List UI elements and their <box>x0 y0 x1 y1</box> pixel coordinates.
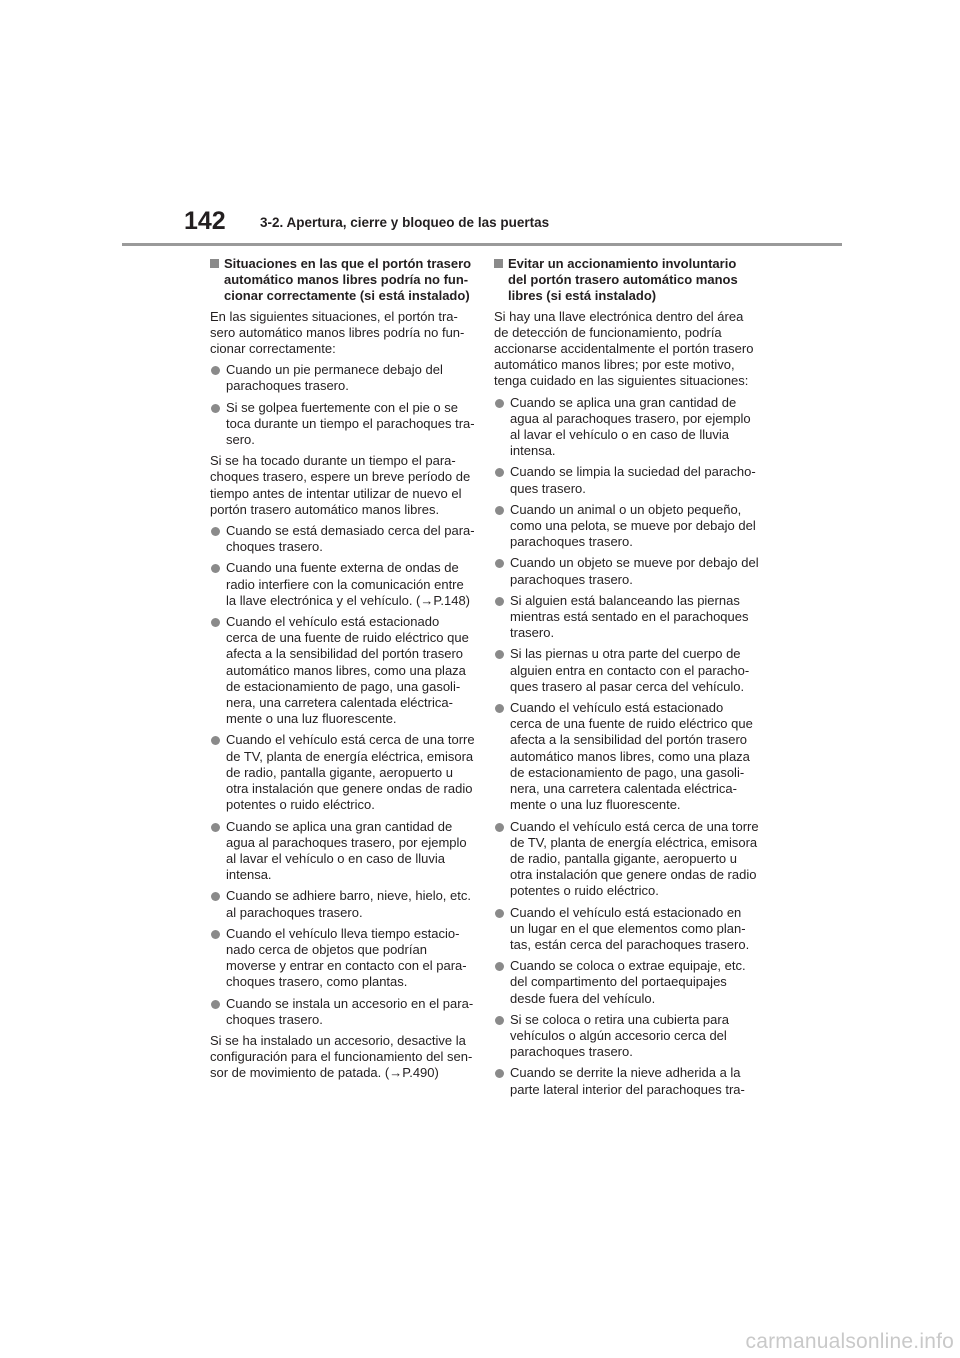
bullet-text-line: Cuando el vehículo está estacionado <box>226 614 440 630</box>
bullet-text-line: agua al parachoques trasero, por ejemplo <box>226 834 467 850</box>
bullet-text-line: otra instalación que genere ondas de radio <box>510 867 757 883</box>
heading-line: del portón trasero automático manos <box>508 272 738 288</box>
bullet-item <box>210 523 476 555</box>
bullet-text-line: Si alguien está balanceando las piernas <box>510 592 740 608</box>
page-number: 142 <box>184 207 226 235</box>
bullet-text-line: mente o una luz fluorescente. <box>226 711 397 727</box>
bullet-text-line: al parachoques trasero. <box>226 904 363 920</box>
round-bullet-icon <box>495 962 504 971</box>
round-bullet-icon <box>211 736 220 745</box>
text-line: Si se ha tocado durante un tiempo el para- <box>210 453 456 469</box>
bullet-text-line: moverse y entrar en contacto con el para- <box>226 958 467 974</box>
bullet-text-line: afecta a la sensibilidad del portón trasero <box>226 646 464 662</box>
round-bullet-icon <box>495 650 504 659</box>
bullet-text-line: Si las piernas u otra parte del cuerpo de <box>510 646 741 662</box>
intro-paragraph <box>494 309 760 390</box>
round-bullet-icon <box>495 468 504 477</box>
bullet-item <box>494 1012 760 1061</box>
round-bullet-icon <box>495 399 504 408</box>
round-bullet-icon <box>211 892 220 901</box>
bullet-text-line: Cuando el vehículo está estacionado en <box>510 904 742 920</box>
round-bullet-icon <box>495 559 504 568</box>
round-bullet-icon <box>211 823 220 832</box>
bullet-text-line: choques trasero. <box>226 539 323 555</box>
bullet-text-line: cerca de una fuente de ruido eléctrico que <box>226 630 469 646</box>
bullet-item <box>494 958 760 1007</box>
round-bullet-icon <box>211 564 220 573</box>
heading-line: Situaciones en las que el portón trasero <box>224 256 472 271</box>
watermark: carmanualsonline.info <box>745 1330 954 1353</box>
bullet-item <box>494 555 760 587</box>
bullet-item <box>494 646 760 695</box>
bullet-text-line: automático manos libres, como una plaza <box>226 662 466 678</box>
bullet-text-line: del compartimento del portaequipajes <box>510 974 727 990</box>
bullet-text-line: como una pelota, se mueve por debajo del <box>510 518 756 534</box>
bullet-item <box>210 560 476 609</box>
note-paragraph <box>210 1033 476 1082</box>
bullet-text-line: Cuando se adhiere barro, nieve, hielo, etc. <box>226 888 471 904</box>
bullet-text-line: mientras está sentado en el parachoques <box>510 609 749 625</box>
bullet-text-line: agua al parachoques trasero, por ejemplo <box>510 410 751 426</box>
bullet-text-line: trasero. <box>510 625 555 641</box>
bullet-text-line: vehículos o algún accesorio cerca del <box>510 1027 727 1043</box>
text-line: cionar correctamente: <box>210 341 336 357</box>
heading-line: libres (si está instalado) <box>508 288 657 304</box>
bullet-text-line: parachoques trasero. <box>510 1044 633 1060</box>
text-line: En las siguientes situaciones, el portón tra- <box>210 308 458 324</box>
bullet-text-line: choques trasero. <box>226 1011 323 1027</box>
bullet-item <box>494 395 760 460</box>
bullet-text-line: Cuando se limpia la suciedad del paracho- <box>510 464 756 480</box>
bullet-text-line: de estacionamiento de pago, una gasoli- <box>226 678 461 694</box>
round-bullet-icon <box>495 506 504 515</box>
bullet-text-line: de estacionamiento de pago, una gasoli- <box>510 764 745 780</box>
heading-line: Evitar un accionamiento involuntario <box>508 256 737 271</box>
section-title: 3-2. Apertura, cierre y bloqueo de las puertas <box>260 215 550 230</box>
right-column <box>494 256 760 1103</box>
text-line: tiempo antes de intentar utilizar de nuevo el <box>210 485 462 501</box>
round-bullet-icon <box>495 823 504 832</box>
bullet-text-line: al lavar el vehículo o en caso de lluvia <box>226 850 445 866</box>
bullet-text-line: parachoques trasero. <box>510 571 633 587</box>
round-bullet-icon <box>495 909 504 918</box>
bullet-text-line: parachoques trasero. <box>510 534 633 550</box>
bullet-text-line: Cuando el vehículo está estacionado <box>510 700 724 716</box>
round-bullet-icon <box>211 1000 220 1009</box>
bullet-text-line: Si se coloca o retira una cubierta para <box>510 1011 729 1027</box>
text-line: de detección de funcionamiento, podría <box>494 324 722 340</box>
bullet-text-line: Cuando una fuente externa de ondas de <box>226 560 459 576</box>
bullet-text-line: Cuando se aplica una gran cantidad de <box>226 818 453 834</box>
round-bullet-icon <box>495 597 504 606</box>
bullet-text-line: toca durante un tiempo el parachoques tra- <box>226 415 475 431</box>
bullet-item <box>210 400 476 449</box>
round-bullet-icon <box>211 618 220 627</box>
bullet-text-line: al lavar el vehículo o en caso de lluvia <box>510 427 729 443</box>
bullet-text-line: parte lateral interior del parachoques tra- <box>510 1081 745 1097</box>
bullet-text-line: Cuando un pie permanece debajo del <box>226 362 443 378</box>
text-line: portón trasero automático manos libres. <box>210 501 440 517</box>
bullet-text-line: Cuando se derrite la nieve adherida a la <box>510 1065 741 1081</box>
bullet-item <box>210 362 476 394</box>
heading-line: cionar correctamente (si está instalado) <box>224 288 470 304</box>
bullet-text-line: desde fuera del vehículo. <box>510 990 656 1006</box>
bullet-text-line: automático manos libres, como una plaza <box>510 748 750 764</box>
bullet-item <box>494 593 760 642</box>
bullet-text-line: de radio, pantalla gigante, aeropuerto u <box>226 764 453 780</box>
bullet-text-line: nera, una carretera calentada eléctrica- <box>226 695 453 711</box>
text-line: accionarse accidentalmente el portón trasero <box>494 341 754 357</box>
bullet-item <box>210 614 476 727</box>
left-section-heading <box>210 256 476 305</box>
bullet-text-line: alguien entra en contacto con el paracho- <box>510 662 750 678</box>
bullet-text-line: intensa. <box>226 867 272 883</box>
bullet-text-line: ques trasero al pasar cerca del vehículo. <box>510 678 745 694</box>
bullet-text-line: la llave electrónica y el vehículo. (→P.148) <box>226 592 470 608</box>
bullet-text-line: un lugar en el que elementos como plan- <box>510 920 746 936</box>
bullet-text-line: ques trasero. <box>510 480 586 496</box>
round-bullet-icon <box>211 404 220 413</box>
bullet-text-line: Cuando un objeto se mueve por debajo del <box>510 555 759 571</box>
round-bullet-icon <box>495 704 504 713</box>
round-bullet-icon <box>211 930 220 939</box>
bullet-text-line: Si se golpea fuertemente con el pie o se <box>226 399 458 415</box>
bullet-text-line: nado cerca de objetos que podrían <box>226 941 427 957</box>
bullet-text-line: nera, una carretera calentada eléctrica- <box>510 781 737 797</box>
bullet-text-line: Cuando se está demasiado cerca del para- <box>226 523 475 539</box>
bullet-text-line: Cuando se aplica una gran cantidad de <box>510 394 737 410</box>
text-line: sor de movimiento de patada. (→P.490) <box>210 1065 439 1081</box>
round-bullet-icon <box>495 1069 504 1078</box>
bullet-item <box>210 732 476 813</box>
bullet-text-line: Cuando el vehículo está cerca de una torre <box>226 732 475 748</box>
bullet-text-line: tas, están cerca del parachoques trasero. <box>510 936 750 952</box>
bullet-text-line: choques trasero, como plantas. <box>226 974 408 990</box>
bullet-item <box>210 888 476 920</box>
bullet-text-line: mente o una luz fluorescente. <box>510 797 681 813</box>
right-section-heading <box>494 256 760 305</box>
bullet-item <box>494 905 760 954</box>
bullet-text-line: de TV, planta de energía eléctrica, emisora <box>510 834 758 850</box>
bullet-text-line: cerca de una fuente de ruido eléctrico que <box>510 716 753 732</box>
note-paragraph <box>210 453 476 518</box>
square-bullet-icon <box>210 259 219 268</box>
text-line: Si se ha instalado un accesorio, desactive la <box>210 1032 466 1048</box>
bullet-item <box>494 502 760 551</box>
text-line: Si hay una llave electrónica dentro del área <box>494 308 744 324</box>
bullet-item <box>494 819 760 900</box>
text-line: configuración para el funcionamiento del sen- <box>210 1049 473 1065</box>
header-rule <box>122 243 842 246</box>
text-line: tenga cuidado en las siguientes situaciones: <box>494 373 749 389</box>
bullet-text-line: Cuando se instala un accesorio en el para- <box>226 995 474 1011</box>
text-line: choques trasero, espere un breve período de <box>210 469 471 485</box>
bullet-item <box>494 1065 760 1097</box>
intro-paragraph <box>210 309 476 358</box>
bullet-item <box>494 464 760 496</box>
bullet-item <box>210 996 476 1028</box>
round-bullet-icon <box>211 527 220 536</box>
bullet-text-line: de radio, pantalla gigante, aeropuerto u <box>510 850 737 866</box>
bullet-item <box>210 819 476 884</box>
bullet-text-line: afecta a la sensibilidad del portón trasero <box>510 732 748 748</box>
bullet-text-line: potentes o ruido eléctrico. <box>226 797 375 813</box>
left-column <box>210 256 476 1087</box>
text-line: sero automático manos libres podría no fun- <box>210 324 465 340</box>
bullet-text-line: potentes o ruido eléctrico. <box>510 883 659 899</box>
bullet-text-line: otra instalación que genere ondas de radio <box>226 781 473 797</box>
square-bullet-icon <box>494 259 503 268</box>
text-line: automático manos libres; por este motivo, <box>494 357 735 373</box>
bullet-text-line: radio interfiere con la comunicación entre <box>226 576 464 592</box>
bullet-text-line: intensa. <box>510 443 556 459</box>
bullet-text-line: Cuando el vehículo lleva tiempo estacio- <box>226 925 460 941</box>
bullet-text-line: Cuando se coloca o extrae equipaje, etc. <box>510 958 746 974</box>
heading-line: automático manos libres podría no fun- <box>224 272 469 288</box>
bullet-item <box>210 926 476 991</box>
bullet-text-line: parachoques trasero. <box>226 378 349 394</box>
bullet-text-line: de TV, planta de energía eléctrica, emisora <box>226 748 474 764</box>
bullet-text-line: sero. <box>226 432 255 448</box>
bullet-item <box>494 700 760 813</box>
round-bullet-icon <box>495 1016 504 1025</box>
bullet-text-line: Cuando el vehículo está cerca de una torre <box>510 818 759 834</box>
round-bullet-icon <box>211 366 220 375</box>
bullet-text-line: Cuando un animal o un objeto pequeño, <box>510 501 742 517</box>
